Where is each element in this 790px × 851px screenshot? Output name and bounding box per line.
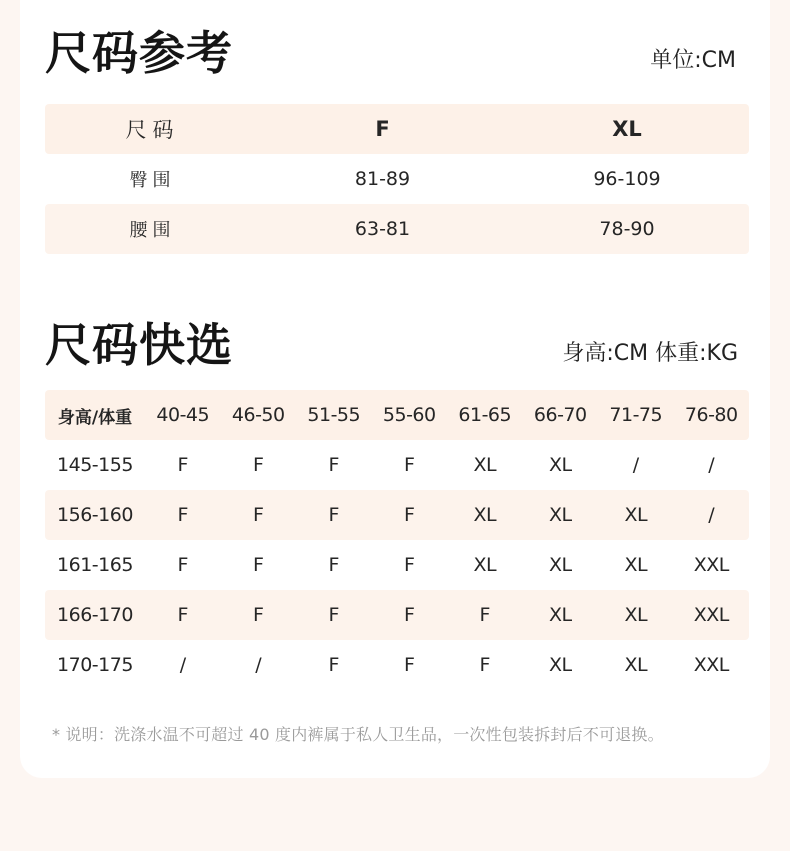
table-cell: F: [177, 604, 188, 626]
header-cell: 身高/体重: [57, 407, 133, 428]
table-cell: XL: [548, 504, 572, 526]
table-header-row: [45, 104, 749, 154]
size-picker-title: 尺码快选: [45, 318, 233, 372]
table-cell: F: [177, 454, 188, 476]
table-cell: 78-90: [599, 218, 655, 240]
header-cell: 51-55: [307, 404, 361, 426]
table-cell: 63-81: [354, 218, 411, 240]
table-cell: F: [328, 554, 339, 576]
table-cell: XL: [473, 454, 497, 476]
table-cell: F: [328, 504, 339, 526]
table-cell: XL: [624, 654, 648, 676]
table-cell: XL: [624, 504, 648, 526]
table-cell: F: [328, 604, 339, 626]
table-cell: /: [708, 454, 715, 476]
table-cell: F: [328, 654, 339, 676]
header-cell: 46-50: [231, 404, 285, 426]
row-label: 156-160: [57, 504, 133, 526]
size-reference-table: [45, 104, 749, 254]
header-cell: F: [375, 117, 390, 141]
table-cell: F: [253, 504, 264, 526]
size-picker-unit: 身高:CM 体重:KG: [562, 341, 738, 366]
header-cell: 76-80: [684, 404, 738, 426]
row-label: 145-155: [57, 454, 133, 476]
table-cell: F: [328, 454, 339, 476]
size-picker-table: [45, 390, 749, 690]
table-cell: XL: [473, 504, 497, 526]
header-cell: 61-65: [458, 404, 512, 426]
table-header-row: [45, 390, 749, 440]
header-cell: 40-45: [156, 404, 210, 426]
table-cell: F: [253, 554, 264, 576]
table-cell: 96-109: [593, 168, 661, 190]
table-cell: XL: [548, 454, 572, 476]
row-label: 166-170: [57, 604, 133, 626]
header-cell: 66-70: [533, 404, 587, 426]
table-cell: XL: [473, 554, 497, 576]
size-reference-title: 尺码参考: [45, 26, 233, 80]
table-cell: F: [253, 604, 264, 626]
table-cell: XL: [548, 654, 572, 676]
table-cell: XL: [624, 554, 648, 576]
table-cell: F: [404, 654, 415, 676]
table-row: [45, 490, 749, 540]
care-note: * 说明：洗涤水温不可超过 40 度内裤属于私人卫生品，一次性包装拆封后不可退换。: [52, 725, 664, 744]
table-cell: XL: [548, 554, 572, 576]
table-cell: F: [253, 454, 264, 476]
table-cell: XXL: [693, 654, 729, 676]
table-cell: F: [404, 454, 415, 476]
table-cell: F: [404, 554, 415, 576]
table-cell: XL: [548, 604, 572, 626]
header-cell: 尺码: [125, 118, 180, 142]
table-row: [45, 154, 749, 204]
table-row: [45, 204, 749, 254]
table-row: [45, 540, 749, 590]
table-row: [45, 640, 749, 690]
table-row: [45, 440, 749, 490]
table-cell: /: [255, 654, 262, 676]
header-cell: 71-75: [609, 404, 663, 426]
table-cell: XXL: [693, 604, 729, 626]
row-label: 170-175: [57, 654, 133, 676]
table-cell: F: [177, 554, 188, 576]
size-reference-unit: 单位:CM: [650, 48, 736, 73]
table-row: [45, 590, 749, 640]
table-cell: F: [404, 504, 415, 526]
table-cell: F: [479, 604, 490, 626]
table-cell: XXL: [693, 554, 729, 576]
table-cell: F: [479, 654, 490, 676]
row-label: 臀围: [129, 170, 176, 191]
table-cell: XL: [624, 604, 648, 626]
header-cell: 55-60: [382, 404, 436, 426]
table-cell: /: [179, 654, 186, 676]
row-label: 腰围: [129, 220, 176, 241]
header-cell: XL: [612, 117, 642, 141]
table-cell: /: [708, 504, 715, 526]
row-label: 161-165: [57, 554, 133, 576]
table-cell: 81-89: [354, 168, 411, 190]
table-cell: F: [404, 604, 415, 626]
table-cell: /: [632, 454, 639, 476]
table-cell: F: [177, 504, 188, 526]
